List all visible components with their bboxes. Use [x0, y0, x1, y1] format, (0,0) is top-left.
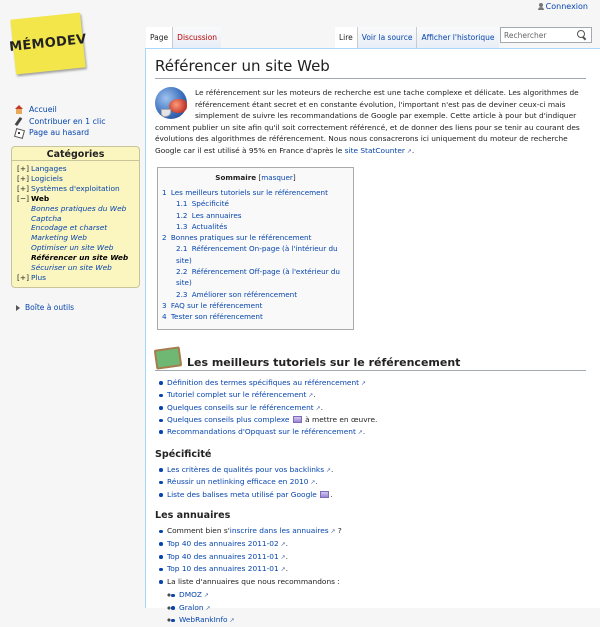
category-item	[17, 273, 139, 283]
toc-entry[interactable]	[162, 311, 349, 322]
list-item	[167, 489, 586, 501]
tab-view-source-label: Voir la source	[361, 33, 413, 42]
toc-number: 2	[162, 233, 167, 243]
subcategory-link[interactable]: Marketing Web	[31, 233, 87, 243]
toc-title-text: Sommaire	[215, 173, 257, 182]
view-tabs	[335, 27, 499, 48]
search-box	[500, 27, 592, 43]
list-item	[167, 576, 586, 627]
external-link[interactable]: Tutoriel complet sur le référencement ↗	[167, 390, 313, 399]
external-link[interactable]: Gralon ↗	[179, 603, 211, 612]
subsection-title: Les annuaires	[155, 510, 231, 522]
tab-history-label: Afficher l'historique	[421, 33, 495, 42]
toc-number: 4	[162, 312, 167, 322]
toc-link[interactable]: Référencement On-page (à l'intérieur du site)	[176, 244, 338, 265]
list-item	[167, 525, 586, 538]
list-item-text: .	[362, 426, 366, 436]
list-item-text: .	[320, 402, 323, 412]
subcategory-item	[17, 233, 139, 243]
external-link[interactable]: Top 10 des annuaires 2011-01 ↗	[167, 564, 286, 573]
category-link[interactable]: Plus	[30, 272, 47, 282]
list-item-text: .	[315, 477, 318, 487]
toc-list	[162, 187, 349, 323]
toc-entry[interactable]	[162, 266, 349, 289]
toc-number: 2.2	[176, 267, 188, 277]
list-item	[167, 377, 586, 390]
tab-discussion-label: Discussion	[177, 33, 218, 42]
list-item-text: .	[313, 390, 316, 400]
toc-number: 3	[162, 300, 167, 310]
list-item-text: .	[331, 464, 334, 474]
list-item	[167, 426, 586, 439]
list-item	[167, 476, 586, 489]
subsection-title: Spécificité	[155, 448, 212, 460]
toc-entry[interactable]	[162, 300, 349, 311]
namespace-tabs	[146, 27, 221, 48]
section-title: Les meilleurs tutoriels sur le référencement	[187, 355, 461, 369]
external-link[interactable]: Recommandations d'Opquast sur le référencement ↗	[167, 427, 363, 436]
subcategory-item	[17, 204, 139, 214]
sidebar-item-label[interactable]: Page au hasard	[29, 128, 90, 137]
personal-tools	[538, 2, 588, 11]
subcategory-item-current	[17, 253, 139, 263]
list-item-text: ?	[335, 526, 342, 536]
page-title: Référencer un site Web	[155, 57, 586, 79]
toc-number: 2.1	[176, 244, 188, 254]
tutorial-list	[155, 377, 586, 439]
sidebar-navigation	[14, 104, 132, 139]
toc-entry[interactable]	[162, 187, 349, 198]
tab-read-label: Lire	[339, 33, 353, 42]
sidebar-item-contribute[interactable]	[14, 116, 132, 127]
external-link[interactable]: DMOZ ↗	[179, 590, 209, 599]
category-item	[17, 164, 139, 174]
expand-toggle[interactable]: [+]	[17, 164, 29, 173]
section-heading	[155, 348, 586, 371]
toc-link[interactable]: Tester son référencement	[170, 312, 263, 322]
toc-title: Sommaire [masquer]	[215, 173, 296, 182]
toc-link[interactable]: Améliorer son référencement	[191, 289, 298, 299]
category-item	[17, 174, 139, 184]
chalkboard-icon	[154, 346, 183, 369]
toc-number: 1	[162, 188, 167, 197]
toc-entry[interactable]	[162, 221, 349, 232]
list-item-text: .	[285, 564, 288, 574]
toc-link[interactable]: Actualités	[191, 221, 228, 231]
subcategory-link[interactable]: Captcha	[31, 213, 62, 223]
toc-link[interactable]: Bonnes pratiques sur le référencement	[170, 233, 312, 243]
toc-toggle-link[interactable]: masquer	[261, 173, 293, 182]
sidebar-item-random[interactable]	[14, 127, 132, 138]
login-link[interactable]: Connexion	[545, 2, 588, 11]
site-logo[interactable]	[8, 12, 88, 74]
toc-link[interactable]: Les meilleurs tutoriels sur le référencement	[170, 188, 328, 197]
external-link[interactable]: inscrire dans les annuaires ↗	[230, 526, 336, 535]
seo-globe-image	[155, 87, 189, 121]
subcategory-link[interactable]: Bonnes pratiques du Web	[31, 203, 127, 213]
category-link[interactable]: Web	[30, 193, 50, 203]
external-link[interactable]: Définition des termes spécifiques au référencement ↗	[167, 378, 366, 387]
table-of-contents	[157, 167, 354, 330]
toc-entry[interactable]	[162, 232, 349, 243]
list-item	[167, 538, 586, 551]
file-link[interactable]: Quelques conseils plus complexe	[167, 415, 290, 425]
external-link[interactable]: Top 40 des annuaires 2011-02 ↗	[167, 539, 286, 548]
categories-title: Catégories	[12, 147, 139, 161]
list-item-text: à mettre en œuvre.	[302, 415, 378, 425]
subcategory-item	[17, 263, 139, 273]
category-item	[17, 194, 139, 204]
subcategory-link[interactable]: Optimiser un site Web	[31, 243, 114, 253]
tab-discussion[interactable]	[172, 27, 221, 48]
file-icon	[293, 416, 302, 423]
list-item-text: La liste d'annuaires que nous recommandons :	[167, 576, 340, 586]
list-item	[167, 563, 586, 576]
statcounter-link[interactable]: site StatCounter ↗	[345, 146, 412, 155]
list-item-text: .	[330, 489, 333, 499]
external-link[interactable]: Les critères de qualités pour vos backlinks ↗	[167, 465, 331, 474]
categories-panel	[11, 146, 140, 288]
recommended-directories	[167, 589, 586, 627]
toolbox-label[interactable]: Boîte à outils	[25, 303, 75, 312]
sidebar-item-label[interactable]: Contribuer en 1 clic	[29, 116, 106, 126]
pen-icon	[14, 117, 24, 126]
subcategory-item	[17, 214, 139, 224]
expand-toggle[interactable]: [+]	[17, 272, 29, 282]
toc-number: 1.2	[176, 210, 188, 220]
toolbox-toggle[interactable]	[16, 303, 74, 312]
intro-text: Le référencement sur les moteurs de recherche est une tache complexe et délicate. Les algorithmes de référencement étant secret et en constante évolution, l'important n'est pas de deviner ceux-ci mais simplement de suivre les recommandations de Google par exemple. Cette article à pour but d'indiquer comment publier un site afin qu'il soit correctement référencé, et de donner des liens pour se tenir au courant des évolutions des algorithmes de référencement. Nous nous consacrerons ici uniquement du moteur de recherche Google car il est utilisé à 95% en France d'après le	[155, 88, 580, 155]
list-item	[179, 602, 586, 615]
tab-page[interactable]	[146, 27, 172, 48]
toc-number: 1.3	[176, 221, 188, 231]
tab-history[interactable]	[416, 27, 498, 48]
expand-toggle[interactable]: [+]	[17, 173, 29, 183]
directories-list	[155, 525, 586, 627]
specificity-list	[155, 464, 586, 501]
search-input[interactable]	[501, 28, 577, 42]
user-icon	[538, 3, 544, 10]
search-icon[interactable]	[577, 30, 587, 40]
category-tree	[12, 161, 139, 283]
dice-icon	[14, 128, 24, 137]
toc-link[interactable]: Référencement Off-page (à l'extérieur du site)	[176, 267, 340, 288]
main-content	[145, 48, 600, 625]
category-link[interactable]: Logiciels	[30, 173, 63, 183]
toc-number: 1.1	[176, 199, 188, 209]
toc-number: 2.3	[176, 289, 188, 299]
toc-link[interactable]: FAQ sur le référencement	[170, 300, 263, 310]
external-link[interactable]: WebRankInfo ↗	[179, 615, 235, 624]
sidebar-item-home[interactable]	[14, 104, 132, 115]
chevron-right-icon	[16, 305, 20, 311]
expand-toggle[interactable]: [+]	[17, 183, 29, 193]
list-item	[179, 589, 586, 602]
list-item	[167, 402, 586, 415]
subcategory-link[interactable]: Encodage et charset	[31, 223, 108, 233]
subcategory-item	[17, 243, 139, 253]
file-icon	[320, 491, 329, 498]
collapse-toggle[interactable]: [−]	[17, 193, 29, 203]
category-link[interactable]: Systèmes d'exploitation	[30, 183, 120, 193]
intro-end: .	[411, 145, 415, 155]
tab-read[interactable]	[335, 27, 357, 48]
list-item	[179, 614, 586, 627]
toc-entry[interactable]	[162, 210, 349, 221]
external-link[interactable]: Top 40 des annuaires 2011-01 ↗	[167, 552, 286, 561]
external-link[interactable]: Quelques conseils sur le référencement ↗	[167, 403, 321, 412]
list-item	[167, 414, 586, 426]
toc-link[interactable]: Spécificité	[191, 199, 229, 209]
toc-link[interactable]: Les annuaires	[191, 210, 242, 220]
list-item-text: .	[285, 551, 288, 561]
list-item	[167, 389, 586, 402]
external-link[interactable]: Réussir un netlinking efficace en 2010 ↗	[167, 477, 315, 486]
category-link[interactable]: Langages	[30, 164, 67, 173]
subcategory-link[interactable]: Sécuriser un site Web	[31, 263, 112, 273]
home-icon	[14, 105, 24, 114]
category-item	[17, 184, 139, 194]
subcategory-link[interactable]: Référencer un site Web	[31, 253, 129, 263]
list-item-text: .	[285, 538, 288, 548]
file-link[interactable]: Liste des balises meta utilisé par Google	[167, 489, 317, 499]
toc-entry[interactable]	[162, 243, 349, 266]
sidebar-item-label[interactable]: Accueil	[29, 105, 57, 114]
subcategory-item	[17, 223, 139, 233]
toc-entry[interactable]	[162, 198, 349, 209]
list-item	[167, 551, 586, 564]
list-item	[167, 464, 586, 477]
list-item-text: Comment bien s'	[167, 526, 230, 536]
tab-view-source[interactable]	[357, 27, 417, 48]
toc-entry[interactable]	[162, 289, 349, 300]
tab-page-label: Page	[150, 33, 169, 42]
intro-paragraph	[155, 87, 586, 157]
logo-text: MÉMODEV	[8, 31, 88, 56]
